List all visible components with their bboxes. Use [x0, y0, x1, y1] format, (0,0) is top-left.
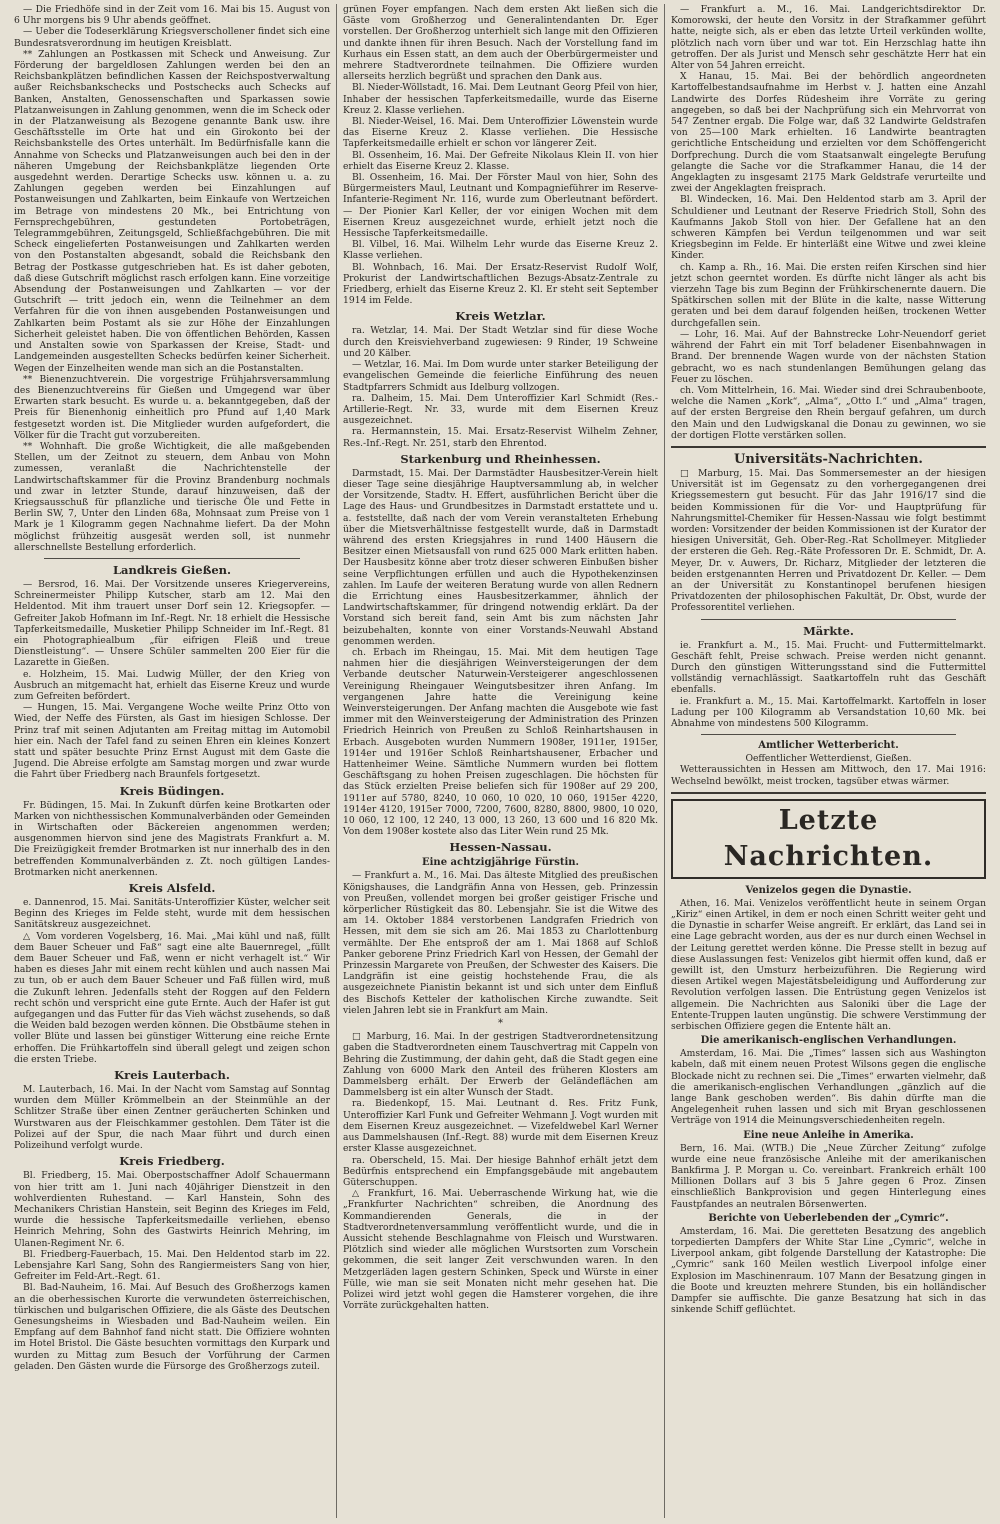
article-nieder-weisel: Bl. Nieder-Weisel, 16. Mai. Dem Unteroffizier Löwenstein wurde das Eiserne Kreuz 2. Klasse verliehen. Die Hessische Tapferkeitsmedaille erhielt er schon vor längerer Zeit.: [343, 116, 658, 150]
section-heading-giessen: Landkreis Gießen.: [112, 562, 232, 577]
divider: [671, 446, 986, 448]
article-kartoffelmarkt: ie. Frankfurt a. M., 15. Mai. Kartoffelmarkt. Kartoffeln in loser Ladung per 100 Kilogramm ab Versandstation 10,60 Mk. bei Abnahme von mindestens 500 Kilogramm.: [671, 695, 986, 729]
section-heading-wetzlar: Kreis Wetzlar.: [455, 309, 546, 324]
article-bern: Bern, 16. Mai. (WTB.) Die „Neue Zürcher Zeitung“ zufolge wurde eine neue französische Anleihe mit der amerikanischen Bankfirma J. P. Morgan u. Co. vereinbart. Frankreich erhält 100 Millionen Dollars auf 3 bis 5 Jahre gegen 6 Proz. Zinsen einschließlich Bankprovision und gegen Hinterlegung eines Faustpfandes an neutralen Börsenwerten.: [671, 1142, 986, 1210]
article-amsterdam-times: Amsterdam, 16. Mai. Die „Times“ lassen sich aus Washington kabeln, daß mit einem neuen Protest Wilsons gegen die englische Blockade nicht zu rechnen sei. Die „Times“ erwarten vielmehr, daß die amerikanisch-englischen Verhandlungen „gänzlich auf die lange Bank geschoben werden“. Bis dahin dürfte man die Angelegenheit ruhen lassen und sich mit Bryan geschlossenen Verträge von 1914 die Meinungsverschiedenheiten regeln.: [671, 1048, 986, 1127]
article-postkassen: ** Zahlungen an Postkassen mit Scheck und Anweisung. Zur Förderung der bargeldlosen Zahlungen werden bei den an Reichsbankplätzen befindlichen Kassen der Reichspostverwaltung außer Reichsbankschecks und Postschecks auch Schecks auf Banken, Anstalten, Genossenschaften und Sparkassen sowie Platzanweisungen in Zahlung genommen, wenn die im Scheck oder in der Platzanweisung als Bezogene genannte Bank usw. ihre Geschäftsstelle im Orte hat und ein Girokonto bei der Reichsbankstelle des Ortes unterhält. Im Bedürfnisfalle kann die Annahme von Schecks und Platzanweisungen auch bei den in der näheren Umgebung der Reichsbankplätze liegenden Orte ausgedehnt werden. Derartige Schecks usw. können u. a. zu Zahlungen gegeben werden bei Einzahlungen auf Postanweisungen und Zahlkarten, beim Einkaufe von Wertzeichen im Betrage von mindestens 20 Mk., bei Entrichtung von Fernsprechgebühren, gestundeten Portobeträgen, Telegrammgebühren, Zeitungsgeld, Schließfachgebühren. Die mit Scheck eingelieferten Postanweisungen und Zahlkarten werden von den Postanstalten abgesandt, sobald die Reichsbank den Betrag der Postkasse gutgeschrieben hat. Es ist daher geboten, daß diese Gutschrift möglichst rasch erfolgen kann. Eine vorzeitige Absendung der Postanweisungen und Zahlkarten — vor der Gutschrift — tritt jedoch ein, wenn die Teilnehmer an dem Verfahren für die von ihnen ausgebenden Postanweisungen und Zahlkarten beim Postamt als sie zur Höhe der Einzahlungen Sicherheit geleistet haben. Die von öffentlichen Behörden, Kassen und Anstalten sowie von Sparkassen der Kreise, Stadt- und Landgemeinden ausgestellten Schecks bedürfen keiner Sicherheit. Wegen der Einzelheiten wende man sich an die Postanstalten.: [14, 48, 330, 374]
middle-column: [336, 4, 664, 1518]
subheading-venizelos: Venizelos gegen die Dynastie.: [745, 884, 912, 896]
article-continuation: grünen Foyer empfangen. Nach dem ersten Akt ließen sich die Gäste vom Großherzog und Generalintendanten Dr. Eger vorstellen. Der Großherzog unterhielt sich lange mit den Offizieren und dankte ihnen für ihren Besuch. Nach der Vorstellung fand im Kurhaus ein Essen statt, an dem auch der Oberbürgermeister und mehrere Stadtverordnete teilnahmen. Die Offiziere wurden allerseits herzlich begrüßt und sprachen den Dank aus.: [343, 4, 658, 83]
article-athen: Athen, 16. Mai. Venizelos veröffentlicht heute in seinem Organ „Kiriz“ einen Artikel, in dem er noch einen Schritt weiter geht und die Dynastie in scharfer Weise angreift. Er erklärt, das Land sei in eine Lage gebracht worden, aus der es nur durch einen Wechsel in der Leitung gerettet werden könne. Die Presse stellt in bezug auf diese Auslassungen fest: Venizelos gibt hiermit offen kund, daß er gewillt ist, den Umsturz herbeizuführen. Die Regierung wird diesen Artikel wegen Majestätsbeleidigung und Aufforderung zur Revolution verfolgen lassen. Die Entrüstung gegen Venizelos ist allgemein. Die Nachrichten aus Saloniki über die Lage der Entente-Truppen lauten ungünstig. Die schwere Verstimmung der serbischen Offiziere gegen die Entente hält an.: [671, 897, 986, 1033]
divider: [671, 792, 986, 794]
subheading-fuerstin: Eine achtzigjährige Fürstin.: [422, 857, 579, 869]
article-amsterdam-cymric: Amsterdam, 16. Mai. Die geretteten Besatzung des angeblich torpedierten Dampfers der White Star Line „Cymric“, welche in Liverpool ankam, gibt folgende Darstellung der Katastrophe: Die „Cymric“ sank 160 Meilen westlich Liverpool infolge einer Explosion im Maschinenraum. 107 Mann der Besatzung gingen in die Boote und kreuzten mehrere Stunden, bis ein holländischer Dampfer sie auffischte. Die ganze Besatzung hat sich in das sinkende Schiff geflüchtet.: [671, 1225, 986, 1316]
article-wetzlar-1: ra. Wetzlar, 14. Mai. Der Stadt Wetzlar sind für diese Woche durch den Kreisviehverband zugewiesen: 9 Rinder, 19 Schweine und 20 Kälber.: [343, 325, 658, 359]
article-wohnbach: Bl. Wohnbach, 16. Mai. Der Ersatz-Reservist Rudolf Wolf, Prokurist der Landwirtschaftlichen Bezugs-Absatz-Zentrale zu Friedberg, erhielt das Eiserne Kreuz 2. Kl. Er steht seit September 1914 im Felde.: [343, 261, 658, 307]
wetterdienst-line: Oeffentlicher Wetterdienst, Gießen.: [745, 753, 912, 765]
article-mohn: ** Wohnhaft. Die große Wichtigkeit, die alle maßgebenden Stellen, um der Zeitnot zu steuern, dem Anbau von Mohn zumessen, veranlaßt die Nachrichtenstelle der Landwirtschaftskammer für die Provinz Brandenburg nochmals und zwar in letzter Stunde, darauf hinzuweisen, daß der Kriegsausschuß für pflanzliche und tierische Öle und Fette in Berlin SW, 7, Unter den Linden 68a, Mohnsaat zum Preise von 1 Mark je 1 Kilogramm gegen Nachnahme liefert. Da der Mohn möglichst frühzeitig ausgesät werden soll, ist nunmehr allerschnellste Bestellung erforderlich.: [14, 440, 330, 553]
article-hanau: X Hanau, 15. Mai. Bei der behördlich angeordneten Kartoffelbestandsaufnahme im Herbst v. J. hatten eine Anzahl Landwirte des Dorfes Rüdesheim ihre Vorräte zu gering angegeben, so daß bei der Nachprüfung sich ein Mehrvorrat von 547 Zentner ergab. Die Folge war, daß 32 Landwirte Geldstrafen von 25—100 Mark erhielten. 16 Landwirte beantragten gerichtliche Entscheidung und erzielten vor dem Schöffengericht Dorfprechung. Durch die vom Staatsanwalt eingelegte Berufung gelangte die Sache vor die Strafkammer Hanau, die 14 der Angeklagten zu insgesamt 2175 Mark Geldstrafe verurteilte und zwei der Angeklagten freisprach.: [671, 71, 986, 195]
article-oberscheld: ra. Oberscheld, 15. Mai. Der hiesige Bahnhof erhält jetzt dem Bedürfnis entsprechend ein Empfangsgebäude mit angebautem Güterschuppen.: [343, 1154, 658, 1188]
article-holzheim: e. Holzheim, 15. Mai. Ludwig Müller, der den Krieg von Ausbruch an mitgemacht hat, erhielt das Eiserne Kreuz und wurde zum Gefreiten befördert.: [14, 668, 330, 702]
article-wetzlar-2: — Wetzlar, 16. Mai. Im Dom wurde unter starker Beteiligung der evangelischen Gemeinde die feierliche Einführung des neuen Stadtpfarrers Schmidt aus Idelburg vollzogen.: [343, 359, 658, 393]
section-heading-hessen-nassau: Hessen-Nassau.: [449, 840, 552, 855]
divider: [44, 558, 300, 559]
article-dalheim: ra. Dalheim, 15. Mai. Dem Unteroffizier Karl Schmidt (Res.-Artillerie-Regt. Nr. 33, wurde mit dem Eisernen Kreuz ausgezeichnet.: [343, 392, 658, 427]
article-buedingen: Fr. Büdingen, 15. Mai. In Zukunft dürfen keine Brotkarten oder Marken von nichthessischen Kommunalverbänden oder Gemeinden in Wirtschaften oder Bäckereien angenommen werden; ausgenommen hiervon sind jene des Magistrats Frankfurt a. M. Die Freizügigkeit fremder Brotmarken ist nur innerhalb des in den betreffenden Kommunalverbänden z. Zt. noch gültigen Landes-Brotmarken nicht anerkennen.: [14, 799, 330, 878]
article-wetter: Wetteraussichten in Hessen am Mittwoch, den 17. Mai 1916: Wechselnd bewölkt, meist trocken, tagsüber etwas wärmer.: [671, 764, 986, 787]
article-nieder-woellstadt: Bl. Nieder-Wöllstadt, 16. Mai. Dem Leutnant Georg Pfeil von hier, Inhaber der hessischen Tapferkeitsmedaille, wurde das Eiserne Kreuz 2. Klasse verliehen.: [343, 82, 658, 116]
article-vogelsberg: △ Vom vorderen Vogelsberg, 16. Mai. „Mai kühl und naß, füllt dem Bauer Scheuer und Faß“ sagt eine alte Bauernregel, „füllt dem Bauer Scheuer und Faß, wenn er nicht verhagelt ist.“ Wir haben es dieses Jahr mit einem recht kühlen und auch nassen Mai zu tun, ob er auch dem Bauer Scheuer und Faß füllen wird, muß die Zukunft lehren. Jedenfalls steht der Roggen auf den Feldern recht schön und verspricht eine gute Ernte. Auch der Hafer ist gut aufgegangen und das Futter für das Vieh wächst zusehends, so daß die Weiden bald bezogen werden können. Die Obstbäume stehen in voller Blüte und lassen bei günstiger Witterung eine reiche Ernte erhoffen. Die Frühkartoffeln sind überall gelegt und zeigen schon die ersten Triebe.: [14, 930, 330, 1065]
right-column: [664, 4, 992, 1518]
section-heading-buedingen: Kreis Büdingen.: [119, 783, 225, 798]
section-heading-wetter: Amtlicher Wetterbericht.: [758, 740, 899, 752]
article-marburg-stadt: □ Marburg, 16. Mai. In der gestrigen Stadtverordnetensitzung gaben die Stadtverordneten einem Tauschvertrag mit Cappeln von Behring die Zustimmung, der dahin geht, daß die Stadt gegen eine Zahlung von 6000 Mark den Anteil des früheren Klosters am Dammelsberg erhält. Der Erwerb der Geländeflächen am Dammelsberg ist ein alter Wunsch der Stadt.: [343, 1031, 658, 1099]
article-friedhoefe: — Die Friedhöfe sind in der Zeit vom 16. Mai bis 15. August von 6 Uhr morgens bis 9 Uhr abends geöffnet.: [14, 4, 330, 27]
article-dannenrod: e. Dannenrod, 15. Mai. Sanitäts-Unteroffizier Küster, welcher seit Beginn des Krieges im Felde steht, wurde mit dem hessischen Sanitätskreuz ausgezeichnet.: [14, 897, 330, 931]
article-ossenheim-1: Bl. Ossenheim, 16. Mai. Der Gefreite Nikolaus Klein II. von hier erhielt das Eiserne Kreuz 2. Klasse.: [343, 149, 658, 172]
article-darmstadt: Darmstadt, 15. Mai. Der Darmstädter Hausbesitzer-Verein hielt dieser Tage seine diesjährige Hauptversammlung ab, in welcher der Vorsitzende, Stadtv. H. Effert, ausführlichen Bericht über die Lage des Haus- und Grundbesitzes in Darmstadt erstattete und u. a. feststellte, daß nach der vom Verein veranstalteten Erhebung über die Mietsverhältnisse festgestellt wurde, daß in Darmstadt während des ersten Kriegsjahres in rund 1400 Häusern die Besitzer einen Mietsausfall von rund 625 000 Mark erlitten haben. Der Hausbesitz könne aber trotz dieser schweren Einbußen bisher seine Verpflichtungen erfüllen und auch die Hypothekenzinsen zahlen. Im Laufe der weiteren Beratung wurde von allen Rednern die Errichtung eines Hausbesitzerkammer, ähnlich der Landwirtschaftskammer, für dringend notwendig erklärt. Da der Vorstand sich bereit fand, sein Amt bis zum nächsten Jahr beizubehalten, konnte von einer Vorstands-Neuwahl Abstand genommen werden.: [343, 467, 658, 647]
article-marburg-universitaet: □ Marburg, 15. Mai. Das Sommersemester an der hiesigen Universität ist im Gegensatz zu den vorhergegangenen drei Kriegssemestern gut besucht. Für das Jahr 1916/17 sind die beiden Kommissionen für die Vor- und Hauptprüfung für Nahrungsmittel-Chemiker für Hessen-Nassau wie folgt bestimmt worden: Vorsitzender der beiden Kommissionen ist der Kurator der hiesigen Universität, Geh. Ober-Reg.-Rat Schollmeyer. Mitglieder der ersteren die Geh. Reg.-Räte Professoren Dr. E. Schmidt, Dr. A. Meyer, Dr. v. Auwers, Dr. Richarz, Mitglieder der letzteren die beiden erstgenannten Herren und Privatdozent Dr. Keller. — Dem an der Universität zu Konstantinopel berufenen hiesigen Privatdozenten der philosophischen Fakultät, Dr. Obst, wurde der Professorentitel verliehen.: [671, 467, 986, 614]
article-hungen: — Hungen, 15. Mai. Vergangene Woche weilte Prinz Otto von Wied, der Neffe des Fürsten, als Gast im hiesigen Schlosse. Der Prinz traf mit seinen Adjutanten am Freitag mittag im Automobil hier ein. Nach der Tafel fand zu seinen Ehren ein kleines Konzert statt und später besuchte Prinz Ernst August mit dem Gaste die Jugend. Die Abreise erfolgte am Samstag morgen und zwar wurde die Fahrt über Friedberg nach Braunfels fortgesetzt.: [14, 702, 330, 781]
article-fauerbach: Bl. Friedberg-Fauerbach, 15. Mai. Den Heldentod starb im 22. Lebensjahre Karl Sang, Sohn des Rangiermeisters Sang von hier, Gefreiter im Feld-Art.-Regt. 61.: [14, 1248, 330, 1283]
divider: [701, 734, 956, 735]
subheading-anleihe: Eine neue Anleihe in Amerika.: [743, 1129, 914, 1141]
section-heading-friedberg: Kreis Friedberg.: [119, 1154, 225, 1169]
article-lauterbach: M. Lauterbach, 16. Mai. In der Nacht vom Samstag auf Sonntag wurden dem Müller Krömmelbein an der Steinmühle an der Schlitzer Straße über einen Zentner geräucherten Schinken und Wurstwaren aus der Fleischkammer gestohlen. Dem Täter ist die Polizei auf der Spur, die nach Maar führt und durch einen Polizeihund verfolgt wurde.: [14, 1084, 330, 1152]
subheading-cymric: Berichte von Ueberlebenden der „Cymric“.: [708, 1212, 949, 1224]
article-vilbel: Bl. Vilbel, 16. Mai. Wilhelm Lehr wurde das Eiserne Kreuz 2. Klasse verliehen.: [343, 239, 658, 262]
masthead-letzte-nachrichten: Letzte Nachrichten.: [671, 799, 986, 879]
left-column: [8, 4, 336, 1518]
subheading-amerika: Die amerikanisch-englischen Verhandlungen.: [700, 1035, 957, 1047]
article-friedberg: Bl. Friedberg, 15. Mai. Oberpostschaffner Adolf Schauermann von hier tritt am 1. Juni nach 40jähriger Dienstzeit in den wohlverdienten Ruhestand. — Karl Hanstein, Sohn des Mechanikers Christian Hanstein, seit Beginn des Krieges im Feld, wurde die hessische Tapferkeitsmedaille verliehen, ebenso Heinrich Mehring, Sohn des Gastwirts Heinrich Mehring, im Ulanen-Regiment Nr. 6.: [14, 1170, 330, 1249]
divider: [701, 619, 956, 620]
article-kamp: ch. Kamp a. Rh., 16. Mai. Die ersten reifen Kirschen sind hier jetzt schon geerntet worden. Es dürfte nicht länger als acht bis vierzehn Tage bis zum Beginn der Frühkirschenernte dauern. Die Spätkirschen sollen mit der Blüte in die kalte, nasse Witterung geraten und bei dem darauf folgenden heißen, trockenen Wetter durchgefallen sein.: [671, 261, 986, 329]
article-frankfurt-wurst: △ Frankfurt, 16. Mai. Ueberraschende Wirkung hat, wie die „Frankfurter Nachrichten“ schreiben, die Anordnung des Kommandierenden Generals, die in der Stadtverordnetenversammlung veröffentlicht wurde, und die in Aussicht stehende Beschlagnahme von Fleisch und Wurstwaren. Plötzlich sind wieder alle möglichen Wurstsorten zum Vorschein gekommen, die seit langer Zeit verschwunden waren. In den Metzgerläden lagen gestern Schinken, Speck und Würste in einer Fülle, wie man sie seit Monaten nicht mehr gesehen hat. Die Polizei wird jetzt wohl gegen die Hamsterer vorgehen, die ihre Vorräte zurückgehalten hatten.: [343, 1188, 658, 1312]
section-heading-maerkte: Märkte.: [803, 623, 854, 638]
article-erbach: ch. Erbach im Rheingau, 15. Mai. Mit dem heutigen Tage nahmen hier die diesjährigen Weinversteigerungen der dem Verbande deutscher Naturwein-Versteigerer angeschlossenen Vereinigung Rheingauer Weingutsbesitzer ihren Anfang. Im vergangenen Jahre hatte die Vereinigung keine Weinversteigerungen. Der Anfang machten die Ausgebote wie fast immer mit den Weinversteigerung der Administration des Prinzen Friedrich Heinrich von Preußen zu Schloß Reinhartshausen in Erbach. Ausgeboten wurden Nummern 1908er, 1911er, 1915er, 1914er und 1916er Schloß Reinhartshausener, Erbacher und Hattenheimer Weine. Sämtliche Nummern wurden bei flottem Geschäftsgang zu hohen Preisen zugeschlagen. Die höchsten für das Stück erzielten Preise beliefen sich für 1908er auf 29 200, 1911er auf 5780, 8240, 10 060, 10 020, 10 060, 1915er 4220, 1914er 4120, 1915er 7000, 7200, 7600, 8280, 8800, 9800, 10 020, 10 060, 12 100, 12 240, 13 000, 13 260, 13 600 und 16 820 Mk. Von dem 1908er kostete also das Liter Wein rund 25 Mk.: [343, 646, 658, 838]
section-heading-lauterbach: Kreis Lauterbach.: [114, 1068, 230, 1083]
separator-star: *: [498, 1018, 503, 1030]
article-hermannstein: ra. Hermannstein, 15. Mai. Ersatz-Reservist Wilhelm Zehner, Res.-Inf.-Regt. Nr. 251, starb den Ehrentod.: [343, 426, 658, 449]
article-bersrod: — Bersrod, 16. Mai. Der Vorsitzende unseres Kriegervereins, Schreinermeister Philipp Kutscher, starb am 12. Mai den Heldentod. Mit ihm trauert unser Dorf sein 12. Kriegsopfer. — Gefreiter Jakob Hofmann im Inf.-Regt. Nr. 18 erhielt die Hessische Tapferkeitsmedaille, Musketier Philipp Schneider im Inf.-Regt. 81 ein Photographiealbum „für eifrigen Fleiß und treue Dienstleistung“. — Unsere Schüler sammelten 200 Eier für die Lazarette in Gießen.: [14, 578, 330, 669]
article-lohr: — Lohr, 16. Mai. Auf der Bahnstrecke Lohr-Neuendorf geriet während der Fahrt ein mit Torf beladener Eisenbahnwagen in Brand. Der brennende Wagen wurde von der nächsten Station gebracht, wo es nach stundenlangen Bemühungen gelang das Feuer zu löschen.: [671, 328, 986, 385]
article-ossenheim-2: Bl. Ossenheim, 16. Mai. Der Förster Maul von hier, Sohn des Bürgermeisters Maul, Leutnant und Kompagnieführer im Reserve-Infanterie-Regiment Nr. 116, wurde zum Oberleutnant befördert. — Der Pionier Karl Keller, der vor einigen Wochen mit dem Eisernen Kreuz ausgezeichnet wurde, erhielt jetzt noch die Hessische Tapferkeitsmedaille.: [343, 172, 658, 240]
section-heading-alsfeld: Kreis Alsfeld.: [128, 881, 216, 896]
section-heading-starkenburg: Starkenburg und Rheinhessen.: [400, 451, 601, 466]
article-fruchtmarkt: ie. Frankfurt a. M., 15. Mai. Frucht- und Futtermittelmarkt. Geschäft fehlt, Preise schwach. Preise werden nicht genannt. Durch den günstigen Witterungsstand sind die Futtermittel vollständig vernachlässigt. Saatkartoffeln ruht das Geschäft ebenfalls.: [671, 639, 986, 696]
section-heading-universitaet: Universitäts-Nachrichten.: [734, 451, 923, 467]
article-todeserklaerung: — Ueber die Todeserklärung Kriegsverschollener findet sich eine Bundesratsverordnung im heutigen Kreisblatt.: [14, 26, 330, 49]
article-mittelrhein: ch. Vom Mittelrhein, 16. Mai. Wieder sind drei Schraubenboote, welche die Namen „Kork“, „Alma“, „Otto I.“ und „Alma“ tragen, auf der ersten Bergreise den Rhein bergauf gefahren, um durch den Main und den Ludwigskanal die Donau zu gewinnen, wo sie der dortigen Flotte verstärken sollen.: [671, 384, 986, 441]
article-windecken: Bl. Windecken, 16. Mai. Den Heldentod starb am 3. April der Schuldiener und Leutnant der Reserve Friedrich Stoll, Sohn des Kaufmanns Jakob Stoll von hier. Der Gefallene hat an den schweren Kämpfen bei Verdun teilgenommen und war seit Kriegsbeginn im Felde. Er hinterläßt eine Witwe und zwei kleine Kinder.: [671, 194, 986, 262]
article-biedenkopf: ra. Biedenkopf, 15. Mai. Leutnant d. Res. Fritz Funk, Unteroffizier Karl Funk und Gefreiter Wehmann J. Vogt wurden mit dem Eisernen Kreuz ausgezeichnet. — Vizefeldwebel Karl Werner aus Dammelshausen (Inf.-Regt. 88) wurde mit dem Eisernen Kreuz erster Klasse ausgezeichnet.: [343, 1098, 658, 1155]
article-frankfurt-landgericht: — Frankfurt a. M., 16. Mai. Landgerichtsdirektor Dr. Komorowski, der heute den Vorsitz in der Strafkammer geführt hatte, neigte sich, als er eben das letzte Urteil verkünden wollte, plötzlich nach vorn über und war tot. Ein Herzschlag hatte ihn getroffen. Der als Jurist und Mensch sehr geschätzte Herr hat ein Alter von 54 Jahren erreicht.: [671, 4, 986, 72]
article-bienenzucht: ** Bienenzuchtverein. Die vorgestrige Frühjahrsversammlung des Bienenzuchtvereins für Gießen und Umgegend war über Erwarten stark besucht. Es wurde u. a. bekanntgegeben, daß der Preis für Bienenhonig einheitlich pro Pfund auf 1,40 Mark festgesetzt worden ist. Die Mitglieder wurden aufgefordert, die Völker für die Tracht gut vorzubereiten.: [14, 373, 330, 441]
article-frankfurt-fuerstin: — Frankfurt a. M., 16. Mai. Das älteste Mitglied des preußischen Königshauses, die Landgräfin Anna von Hessen, geb. Prinzessin von Preußen, vollendet morgen bei großer geistiger Frische und körperlicher Rüstigkeit das 80. Lebensjahr. Sie ist die Witwe des am 14. Oktober 1884 verstorbenen Landgrafen Friedrich von Hessen, mit dem sie sich am 26. Mai 1853 zu Charlottenburg vermählte. Der Ehe entsproß der am 1. Mai 1868 auf Schloß Panker geborene Prinz Friedrich Karl von Hessen, der Gemahl der Prinzessin Margarete von Preußen, der Schwester des Kaisers. Die Landgräfin ist eine geistig hochstehende Frau, die als ausgezeichnete Pianistin bekannt ist und sich unter dem Einfluß des Bischofs Ketteler der katholischen Kirche zuwandte. Seit vielen Jahren lebt sie in Frankfurt am Main.: [343, 870, 658, 1016]
article-bad-nauheim: Bl. Bad-Nauheim, 16. Mai. Auf Besuch des Großherzogs kamen an die oberhessischen Kurorte die verwundeten österreichischen, türkischen und bulgarischen Offiziere, die als Gäste des Deutschen Genesungsheims in Wiesbaden und Bad-Nauheim weilen. Ein Empfang auf dem Bahnhof fand nicht statt. Die Offiziere wohnten im Hotel Bristol. Die Gäste besuchten vormittags den Kurpark und wurden zu Mittag zum Besuch der Vorführung der Carmen geladen. Den Gästen wurde die Fürsorge des Großherzogs zuteil.: [14, 1282, 330, 1372]
